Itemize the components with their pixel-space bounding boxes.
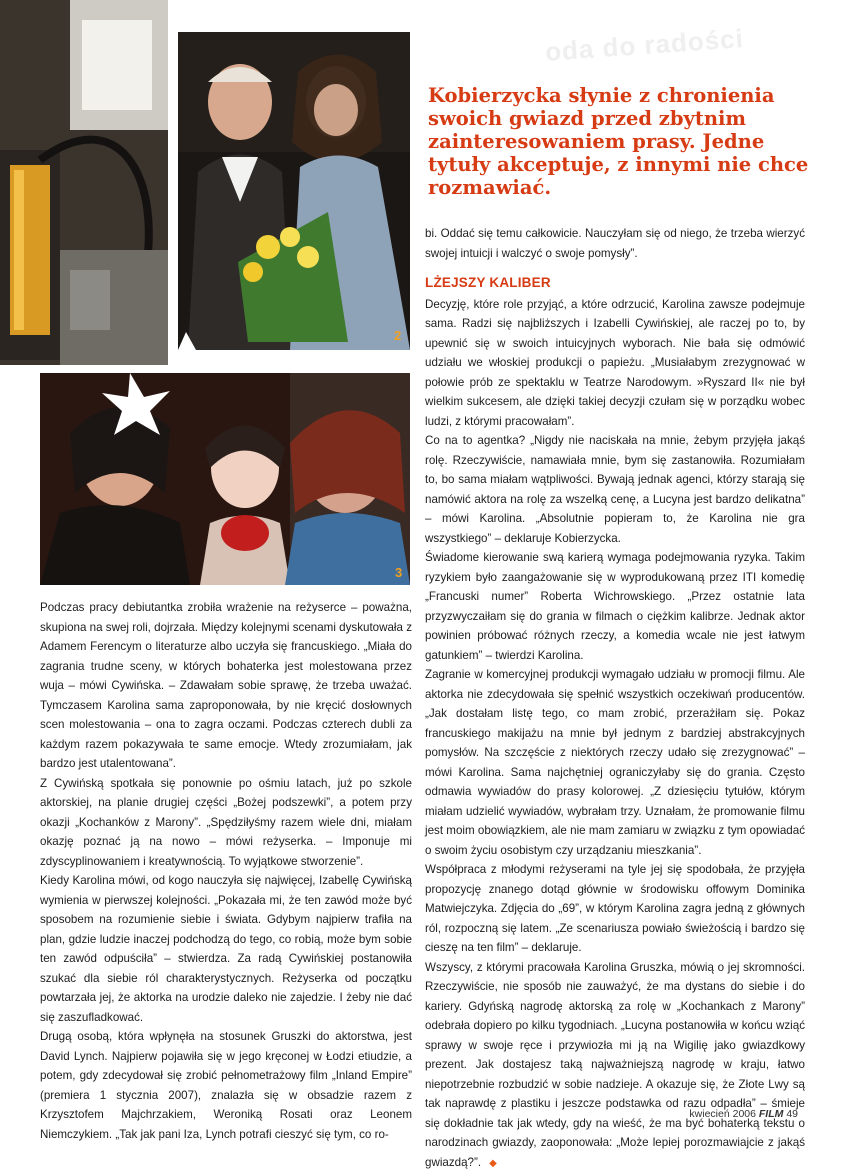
pull-quote: Kobierzycka słynie z chronienia swoich gwiazd przed zbytnim zainteresowaniem prasy. Jedne tytuły akceptuje, z innymi nie chce rozmawiać. <box>428 84 828 199</box>
paragraph: Współpraca z młodymi reżyserami na tyle jej się spodobała, że przyjęła propozycję znanego dotąd głównie w środowisku offowym Dominika Matwiejczyka. Zdjęcia do „69”, w którym Karolina zagra jedną z głównych ról, rozpoczną się latem. „Ze scenariusza powiało świeżością i bardzo się cieszę na ten film” – deklaruje. <box>425 860 805 958</box>
issue-date: kwiecień 2006 <box>689 1108 756 1120</box>
photo-top <box>178 32 410 350</box>
photo-bottom-illustration <box>40 373 410 585</box>
page-number: 49 <box>786 1108 798 1120</box>
paragraph: Podczas pracy debiutantka zrobiła wrażenie na reżyserce – poważna, skupiona na swej roli, dojrzała. Między kolejnymi scenami dyskutowała z Adamem Ferencym o literaturze albo uczyła się francuskiego. „Miała do zagrania trudne sceny, w których bohaterka jest molestowana przez wuja – mówi Cywińska. – Zdawałam sobie sprawę, że trzeba uważać. Tymczasem Karolina sama zaproponowała, by nie kręcić dosłownych scen molestowania – ona to zagra oczami. Podczas czterech dubli za każdym razem pokazywała te same emocje. Wtedy zrozumiałam, jak bardzo jest utalentowana”. <box>40 598 412 774</box>
photo-top-illustration <box>178 32 410 350</box>
paragraph: Decyzję, które role przyjąć, a które odrzucić, Karolina zawsze podejmuje sama. Radzi się najbliższych i Izabelli Cywińskiej, ale raczej po to, by upewnić się w swoich intuicyjnych wyborach. Nie bała się odmówić udziału we włoskiej produkcji o papieżu. „Musiałabym zrezygnować w połowie prób ze spektaklu w Teatrze Narodowym. »Ryszard II« nie był wielkim sukcesem, ale dzięki takiej decyzji czułam się w porządku wobec ludzi, z którymi pracowałam”. <box>425 295 805 432</box>
left-column <box>40 598 412 1144</box>
paragraph-intro: bi. Oddać się temu całkowicie. Nauczyłam się od niego, że trzeba wierzyć swojej intuicji i walczyć o swoje pomysły”. <box>425 224 805 263</box>
paragraph: Drugą osobą, która wpłynęła na stosunek Gruszki do aktorstwa, jest David Lynch. Najpierw pojawiła się w jego kręconej w Łodzi etiudzie, a potem, gdy zdecydował się zrobić pełnometrażowy film „Inland Empire” (premiera 1 stycznia 2007), znalazła się w obsadzie razem z Krzysztofem Majchrzakiem, Weroniką Rosati oraz Leonem Niemczykiem. „Tak jak pani Iza, Lynch potrafi cieszyć się tym, co ro- <box>40 1027 412 1144</box>
paragraph: Kiedy Karolina mówi, od kogo nauczyła się najwięcej, Izabellę Cywińską wymienia w pierwszej kolejności. „Pokazała mi, że ten zawód może być sposobem na rozumienie siebie i świata. Gdybym najpierw trafiła na plan, gdzie ludzie inaczej podchodzą do tego, co robią, może bym sobie ten zawód odpuściła” – stwierdza. Za radą Cywińskiej postanowiła szukać dla siebie ról charakterystycznych. Reżyserka od początku powtarzała jej, że aktorka na urodzie daleko nie zajedzie. I żeby nie dać się zaszufladkować. <box>40 871 412 1027</box>
photo-left <box>0 0 168 365</box>
photo-bottom <box>40 373 410 585</box>
right-column <box>425 224 805 1173</box>
section-heading: LŻEJSZY KALIBER <box>425 273 805 293</box>
magazine-name: FILM <box>759 1108 784 1120</box>
paragraph: Świadome kierowanie swą karierą wymaga podejmowania ryzyka. Takim ryzykiem było zaangażowanie się w wyprodukowaną przez ITI komedię „Francuski numer” Roberta Wichrowskiego. „Przez ostatnie lata przyzwyczaiłam się do grania w filmach o ciężkim kalibrze. Jednak aktor powinien próbować różnych rzeczy, a komedia wcale nie jest łatwym gatunkiem” – twierdzi Karolina. <box>425 548 805 665</box>
section-watermark: oda do radości <box>544 23 745 68</box>
photo-bottom-number: 3 <box>395 565 402 580</box>
page-footer <box>689 1108 798 1120</box>
paragraph: Co na to agentka? „Nigdy nie naciskała na mnie, żebym przyjęła jakąś rolę. Rzeczywiście, namawiała mnie, bym się zastanowiła. Rozumiałam to, bo sama miałam wątpliwości. Bywają jednak agenci, którzy starają się namówić aktora na rolę za wszelką cenę, a Lucyna jest bardzo delikatna” – mówi Karolina. „Absolutnie popieram to, że Karolina nie gra wszystkiego” – deklaruje Kobierzycka. <box>425 431 805 548</box>
paragraph-final <box>425 958 805 1173</box>
end-diamond-icon: ◆ <box>489 1158 497 1169</box>
paragraph: Zagranie w komercyjnej produkcji wymagało udziału w promocji filmu. Ale aktorka nie zdecydowała się spełnić wszystkich oczekiwań producentów. „Jak dostałam listę tego, co mam zrobić, przerażiłam się. Pokaz francuskiego makijażu na mnie był jednym z bardziej abstrakcyjnych pomysłów. Na szczęście z niektórych rzeczy udało się zrezygnować” – mówi Karolina. Sama najchętniej ograniczyłaby się do grania. Często odmawia wywiadów do prasy kolorowej. „Z dziesięciu tytułów, którym miałam udzielić wywiadów, wybrałam trzy. Uznałam, że promowanie filmu jest moim obowiązkiem, ale nie mam zamiaru w związku z tym opowiadać o swoim życiu osobistym czy urządzaniu mieszkania”. <box>425 665 805 860</box>
photo-left-illustration <box>0 0 168 365</box>
photo-top-number: 2 <box>394 328 401 343</box>
paragraph: Z Cywińską spotkała się ponownie po ośmiu latach, już po szkole aktorskiej, na planie drugiej części „Bożej podszewki”, a potem przy okazji „Kochanków z Marony”. „Spędziłyśmy razem wiele dni, miałam okazję poznać ją na nowo – mówi reżyserka. – Imponuje mi zdyscyplinowaniem i kreatywnością. To wyjątkowe stworzenie”. <box>40 774 412 872</box>
paragraph-final-text: Wszyscy, z którymi pracowała Karolina Gruszka, mówią o jej skromności. Rzeczywiście, nie sposób nie zauważyć, że ma dystans do siebie i do kariery. Gdyńską nagrodę aktorską za rolę w „Kochankach z Marony” odebrała dopiero po kilku tygodniach. „Lucyna postanowiła w końcu wziąć sprawy w swoje ręce i przywiozła mi ją na Wigilię jako gwiazdkowy prezent. Jak dostajesz taką najważniejszą nagrodę w kraju, łatwo niepotrzebnie rozbudzić w sobie nadzieje. A okazuje się, że Złote Lwy są tak naprawdę z plastiku i jeszcze podstawka od razu odpadła” – śmieje się dokładnie tak jak wtedy, gdy na wieść, że ma być bohaterką tekstu o narodzinach gwiazdy, zaoponowała: „Może lepiej porozmawiajcie z jakąś gwiazdą?”. <box>425 961 805 1169</box>
